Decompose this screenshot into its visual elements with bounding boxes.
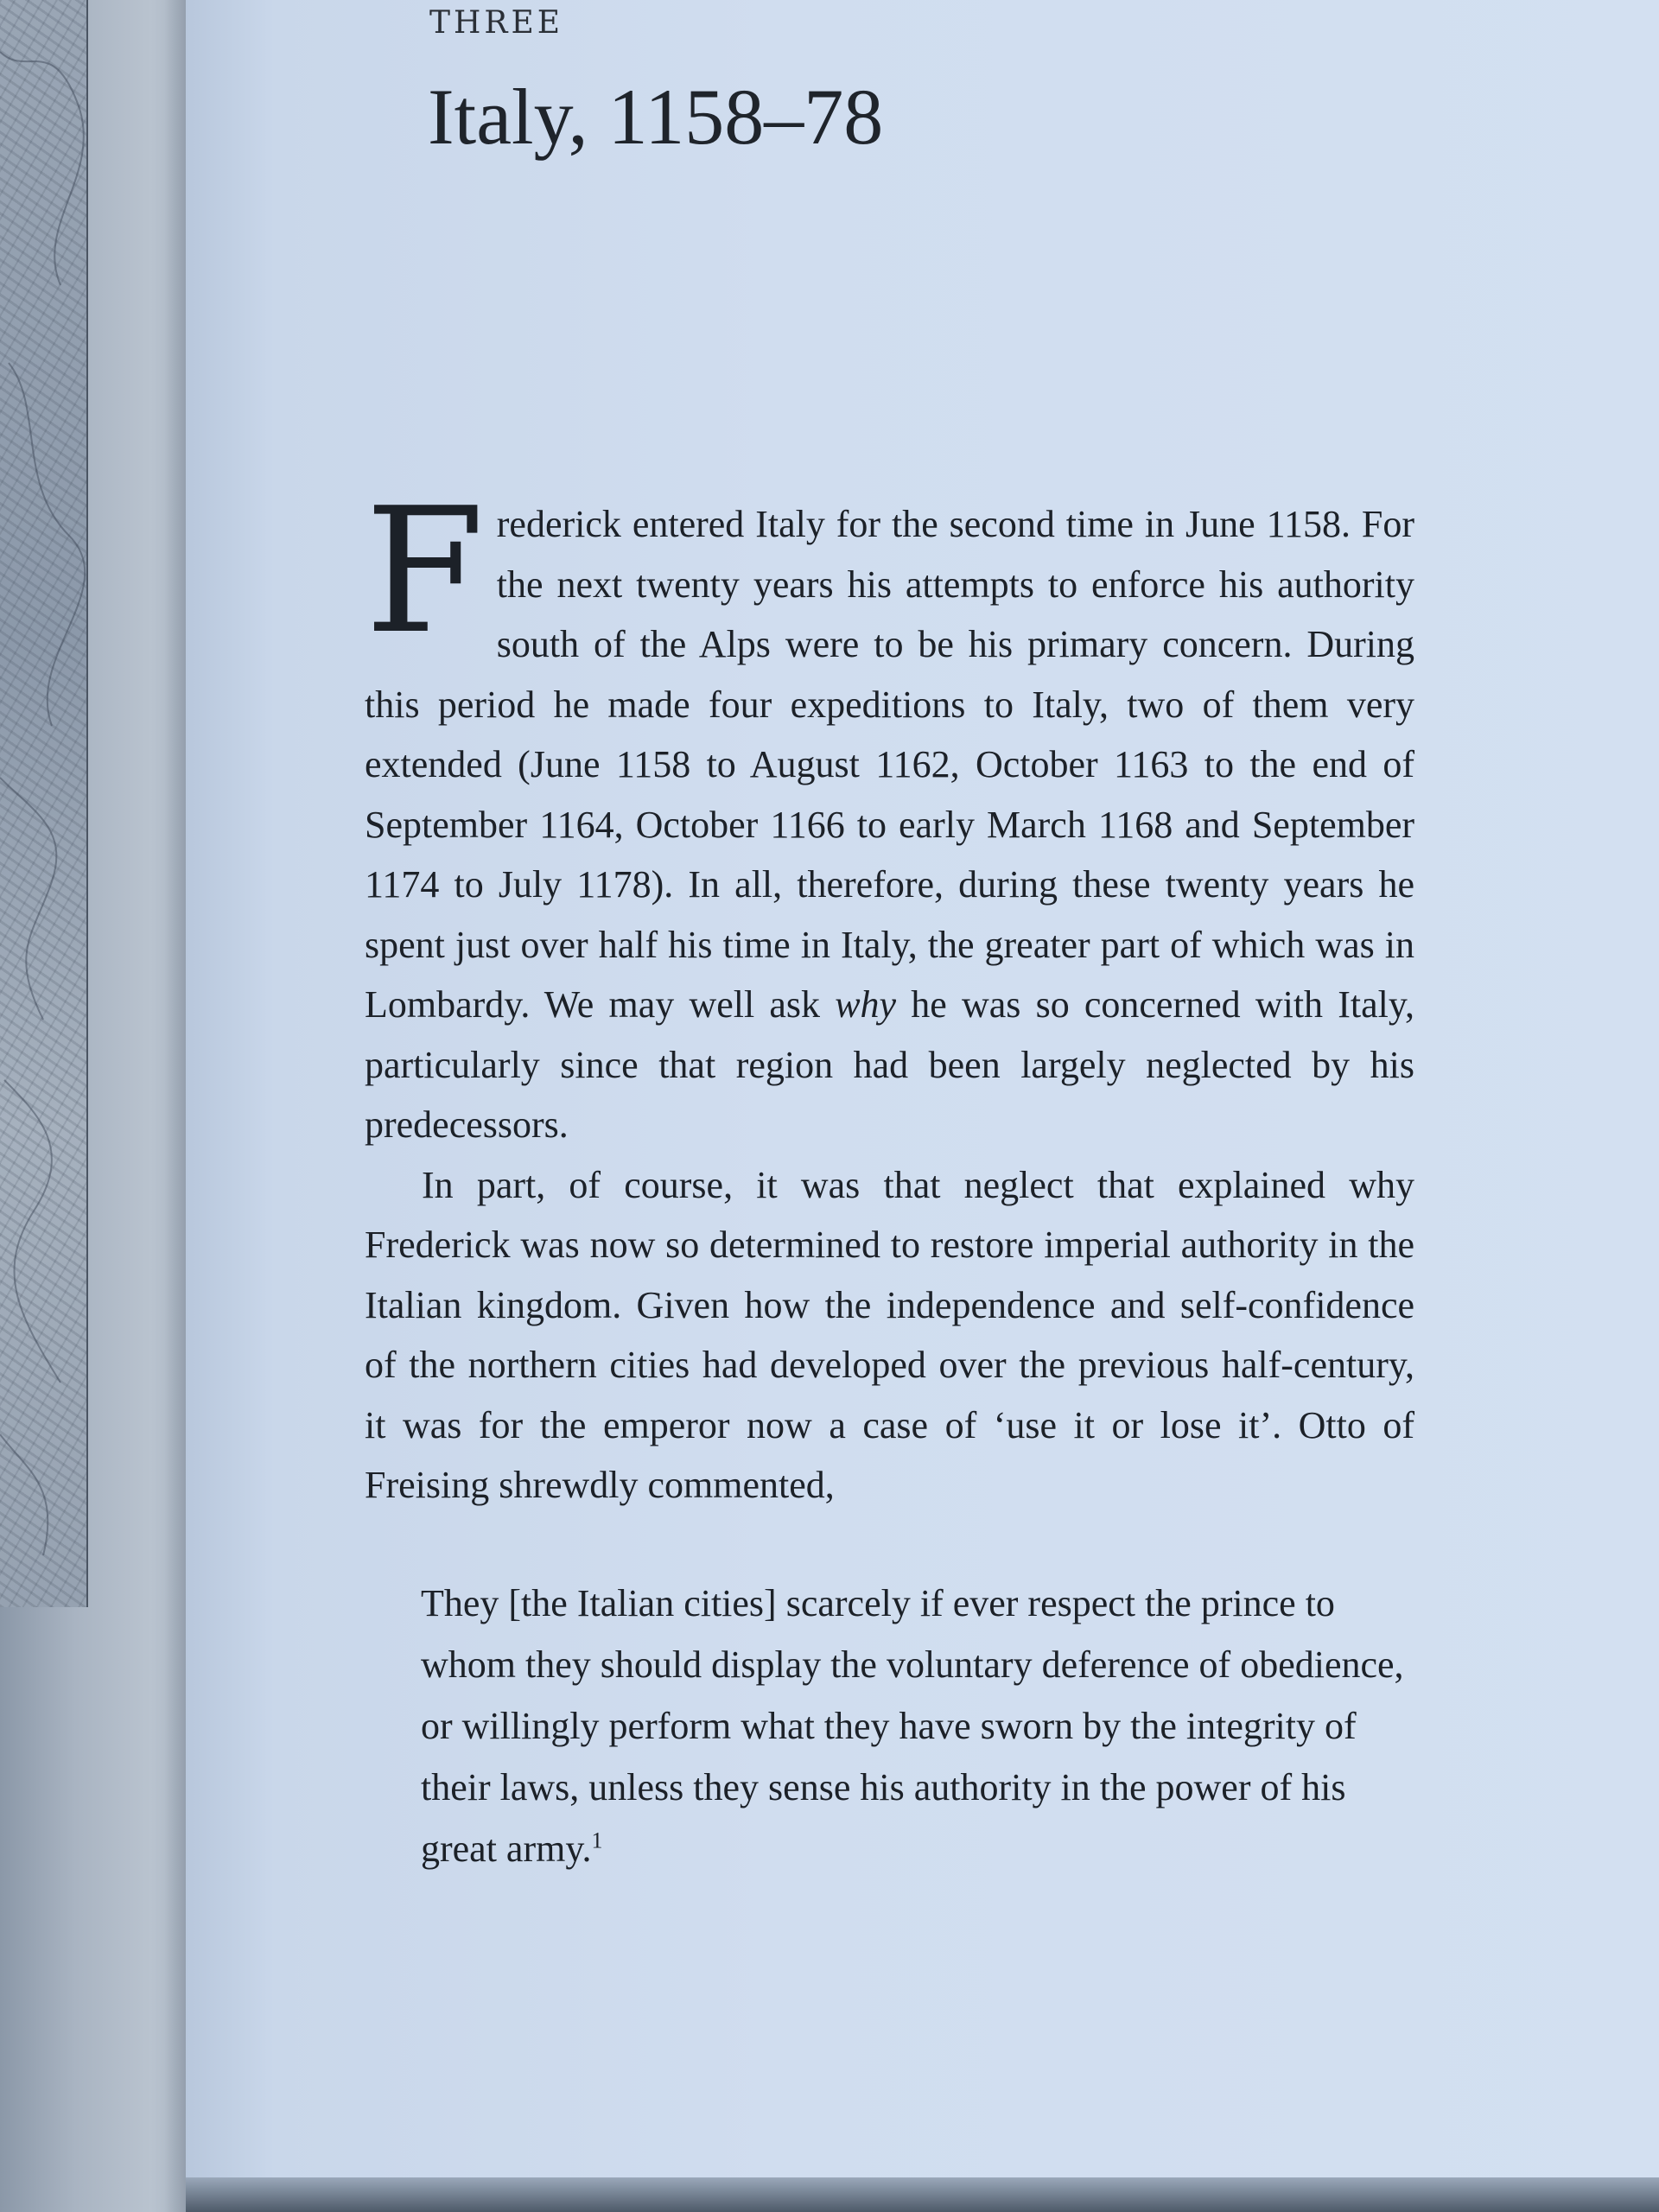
footnote-marker[interactable]: 1 [591, 1827, 603, 1853]
emphasis-why: why [835, 983, 897, 1026]
paragraph-1-end: he was so concerned with Italy, particularly since that region had been largely neglected by his predecessors. [365, 983, 1414, 1146]
page-bottom-edge [186, 2177, 1659, 2212]
chapter-body [365, 471, 1414, 1516]
block-quote [421, 1573, 1414, 1879]
drop-cap: F [365, 471, 485, 672]
paragraph-2: In part, of course, it was that neglect that explained why Frederick was now so determined to restore imperial authority in the Italian kingdom. Given how the independence and self-confidence of the northern cities had developed over the previous half-century, it was for the emperor now a case of ‘use it or lose it’. Otto of Freising shrewdly commented, [365, 1163, 1414, 1506]
chapter-title: Italy, 1158–78 [428, 73, 884, 161]
map-linework [0, 0, 86, 1607]
block-quote-text: They [the Italian cities] scarcely if ever respect the prince to whom they should display the voluntary deference of obedience, or willingly perform what they have sworn by the integrity of their laws, unless they sense his authority in the power of his great army. [421, 1582, 1404, 1870]
paragraph-1 [365, 471, 1414, 1155]
map-illustration-edge [0, 0, 88, 1607]
paragraph-1-text: rederick entered Italy for the second time in June 1158. For the next twenty years his attempts to enforce his authority south of the Alps were to be his primary concern. During this period he made four expeditions to Italy, two of them very extended (June 1158 to August 1162, October 1163 to the end of September 1164, October 1166 to early March 1168 and September 1174 to July 1178). In all, therefore, during these twenty years he spent just over half his time in Italy, the greater part of which was in Lombardy. We may well ask [365, 503, 1414, 1026]
chapter-number: THREE [429, 5, 564, 41]
